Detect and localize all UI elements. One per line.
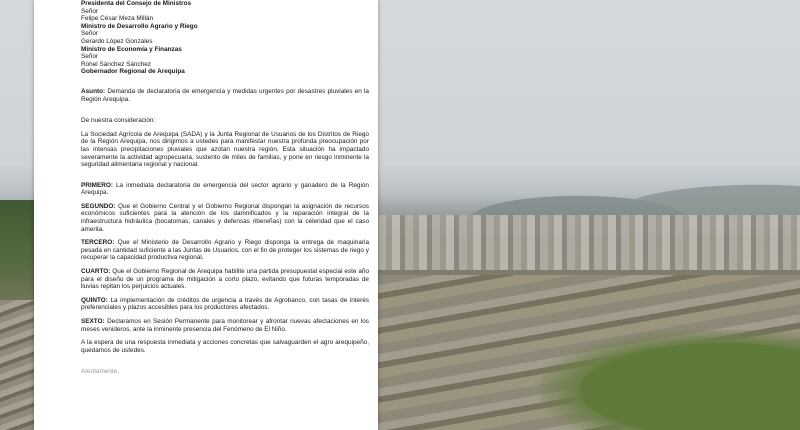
addressee-line: Gobernador Regional de Arequipa xyxy=(81,68,185,76)
intro-paragraph: La Sociedad Agrícola de Arequipa (SADA) y la Junta Regional de Usuarios de los Distritos de Riego de la Región Arequipa, nos dirigimos a ustedes para manifestar nuestra profunda preocupación por las intensas precipitaciones pluviales que azotan nuestra región. Esta situación ha impactado severamente la actividad agropecuaria, sustento de miles de familias, y pone en riesgo inminente la seguridad alimentaria regional y nacional. xyxy=(81,130,369,169)
addressee-line: Gerardo López Gonzales xyxy=(81,37,153,45)
point-fourth xyxy=(81,268,369,291)
point-text: Que el Ministerio de Desarrollo Agrario y Riego disponga la entrega de maquinaria pesada en cantidad suficiente a las Juntas de Usuarios, con el fin de proteger los sistemas de riego y recuperar la capacidad productiva regional. xyxy=(81,239,370,262)
addressee-line: Señor xyxy=(81,30,99,38)
city-buildings xyxy=(378,215,800,270)
vegetation xyxy=(540,330,800,430)
point-text: La inmediata declaratoria de emergencia del sector agrario y ganadero de la Región Arequipa. xyxy=(81,181,369,197)
letter-content xyxy=(81,0,369,376)
addressee-line: Ministro de Economía y Finanzas xyxy=(81,45,182,53)
point-fifth xyxy=(81,297,369,312)
signoff: Atentamente, xyxy=(81,368,120,376)
salutation: De nuestra consideración: xyxy=(81,117,156,125)
addressee-line: Presidenta del Consejo de Ministros xyxy=(81,0,192,7)
point-second xyxy=(81,203,369,233)
point-text: La implementación de créditos de urgencia a través de Agrobanco, con tasas de interés preferenciales y plazos accesibles para los productores afectados. xyxy=(81,296,369,312)
point-text: Que el Gobierno Central y el Gobierno Regional dispongan la asignación de recursos económicos suficientes para la atención de los damnificados y la reparación integral de la infraestructura hidráulica (bocatomas, canales y defensas ribereñas) con la celeridad que el caso amerita. xyxy=(81,202,369,233)
subject-text: Demanda de declaratoria de emergencia y medidas urgentes por desastres pluviales en la Región Arequipa. xyxy=(81,87,369,103)
point-label: CUARTO: xyxy=(81,268,111,276)
addressee-line: Ministro de Desarrollo Agrario y Riego xyxy=(81,22,198,30)
point-label: QUINTO: xyxy=(81,296,108,304)
letter-page xyxy=(34,0,378,430)
addressee-line: Rohel Sánchez Sánchez xyxy=(81,60,151,68)
point-text: Que el Gobierno Regional de Arequipa habilite una partida presupuestal especial este año para el diseño de un programa de mitigación a corto plazo, evitando que futuras temporadas de lluvias repitan los perjuicios actuales. xyxy=(81,268,369,291)
addressee-line: Señor xyxy=(81,53,99,61)
point-label: TERCERO: xyxy=(81,239,115,247)
addressee-block xyxy=(81,0,369,76)
subject-line xyxy=(81,88,369,103)
subject-label: Asunto: xyxy=(81,87,106,95)
addressee-line: Señor xyxy=(81,7,99,15)
trees-left xyxy=(0,200,34,310)
point-text: Declaramos en Sesión Permanente para monitorear y afrontar nuevas afectaciones en los meses venideros, ante la inminente presencia del Fenómeno de El Niño. xyxy=(81,318,369,333)
point-third xyxy=(81,239,369,262)
point-label: SEXTO: xyxy=(81,318,105,325)
closing-paragraph: A la espera de una respuesta inmediata y acciones concretas que salvaguarden el agro arequipeño, quedamos de ustedes. xyxy=(81,339,369,354)
addressee-line: Felipe César Meza Millán xyxy=(81,15,154,23)
point-label: SEGUNDO: xyxy=(81,202,116,210)
point-first xyxy=(81,182,369,197)
debris-left xyxy=(0,300,34,430)
point-label: PRIMERO: xyxy=(81,181,113,189)
point-sixth xyxy=(81,318,369,333)
